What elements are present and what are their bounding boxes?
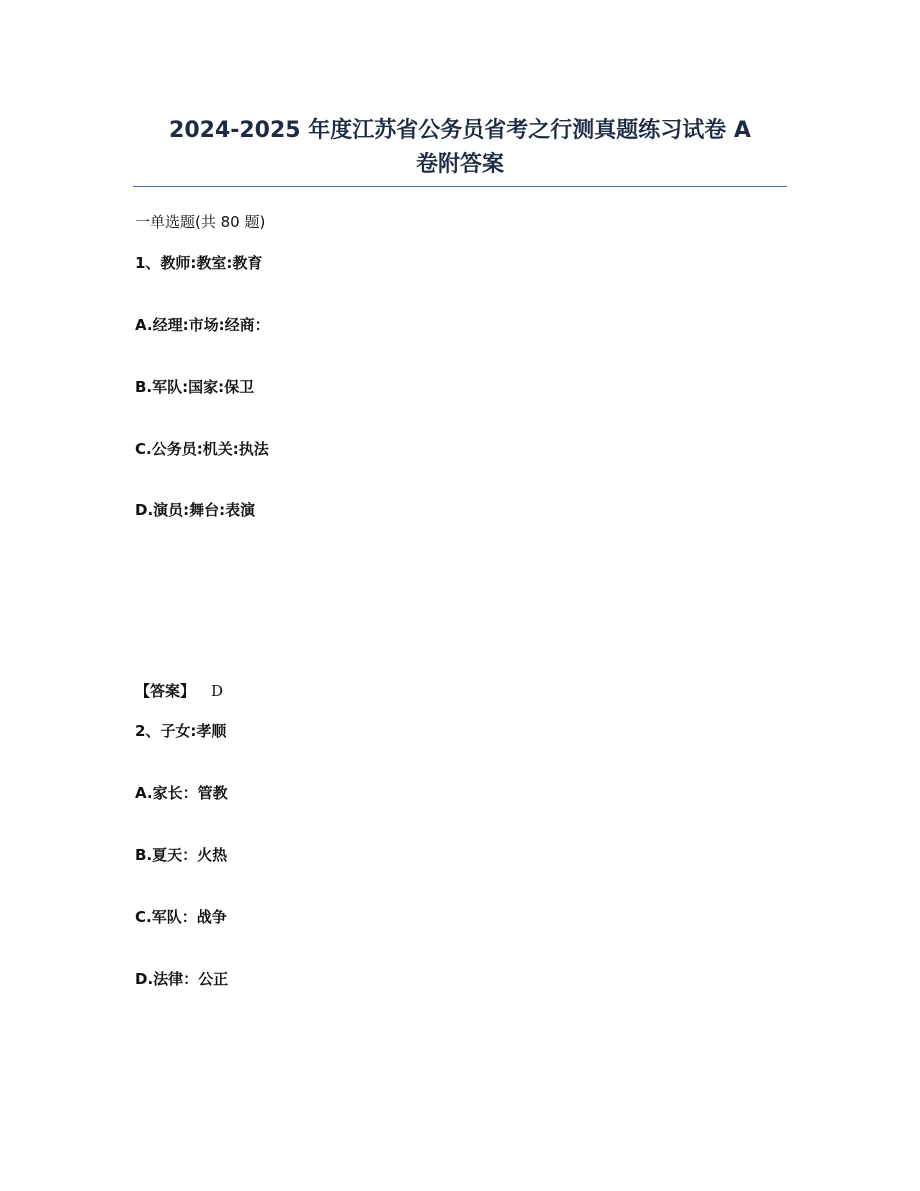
answer-value: D bbox=[211, 682, 224, 700]
question-2-stem: 2、子女:孝顺 bbox=[135, 722, 227, 740]
title-divider bbox=[133, 186, 787, 187]
question-2-option-d: D.法律：公正 bbox=[135, 970, 229, 988]
question-2-option-c: C.军队：战争 bbox=[135, 908, 227, 926]
title-line-2: 卷附答案 bbox=[415, 152, 504, 177]
question-1-option-b: B.军队:国家:保卫 bbox=[135, 378, 255, 396]
question-1-stem: 1、教师:教室:教育 bbox=[135, 254, 263, 272]
section-heading: 一单选题(共 80 题) bbox=[135, 213, 266, 231]
document-title bbox=[133, 114, 787, 182]
question-1-option-a: A.经理:市场:经商： bbox=[135, 316, 270, 334]
answer-label: 【答案】 bbox=[135, 682, 196, 700]
question-1-option-d: D.演员:舞台:表演 bbox=[135, 501, 256, 519]
question-1-option-c: C.公务员:机关:执法 bbox=[135, 440, 269, 458]
question-2-option-b: B.夏天：火热 bbox=[135, 846, 228, 864]
question-1-answer bbox=[135, 681, 223, 701]
question-2-option-a: A.家长：管教 bbox=[135, 784, 228, 802]
title-line-1: 2024-2025 年度江苏省公务员省考之行测真题练习试卷 A bbox=[169, 118, 751, 143]
